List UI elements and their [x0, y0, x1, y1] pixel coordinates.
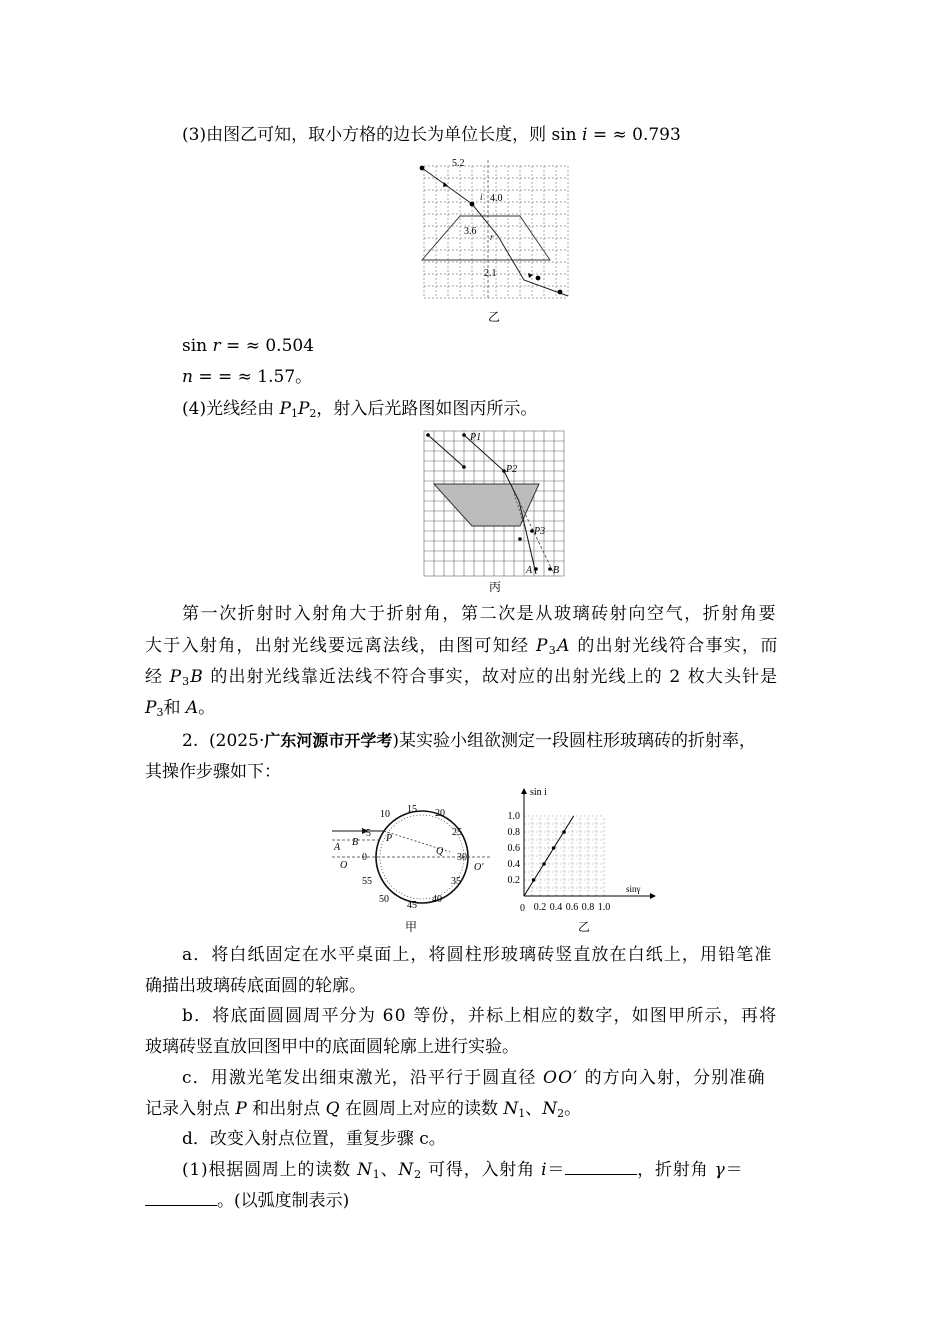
- part3-intro: (3)由图乙可知，取小方格的边长为单位长度，则 sin i = ≈ 0.793: [182, 125, 681, 145]
- explain-line-1: 第一次折射时入射角大于折射角，第二次是从玻璃砖射向空气，折射角要: [182, 604, 778, 624]
- svg-text:2.1: 2.1: [484, 268, 497, 279]
- x-axis-label: sinγ: [626, 884, 641, 894]
- data-point: [542, 862, 546, 866]
- explain-line-4: $P_3$和 A。: [145, 698, 216, 719]
- chart-caption: 乙: [578, 920, 591, 934]
- svg-text:35: 35: [451, 876, 461, 887]
- q2-heading-2: 其操作步骤如下：: [145, 762, 281, 782]
- svg-text:B: B: [553, 565, 560, 576]
- figure-bing: [424, 431, 564, 577]
- origin-label: 0: [520, 903, 525, 914]
- svg-text:5.2: 5.2: [452, 158, 465, 169]
- y-tick-label: 0.8: [507, 827, 520, 838]
- svg-text:4.0: 4.0: [490, 193, 503, 204]
- step-c-2: 记录入射点 P 和出射点 Q 在圆周上对应的读数 $N_1$、$N_2$。: [145, 1099, 582, 1120]
- step-a-2: 确描出玻璃砖底面圆的轮廓。: [145, 976, 366, 996]
- svg-text:30: 30: [457, 852, 467, 863]
- figure-yi-chart: [500, 787, 660, 920]
- y-tick-label: 0.4: [507, 859, 520, 870]
- figure-bing-caption: 丙: [489, 580, 502, 594]
- svg-text:r: r: [490, 232, 494, 242]
- q2-1-line-1: (1)根据圆周上的读数 $N_1$、$N_2$ 可得，入射角 i＝ ，折射角 γ＝: [182, 1160, 744, 1181]
- svg-text:3.6: 3.6: [464, 226, 477, 237]
- svg-text:A: A: [526, 565, 533, 576]
- x-tick-label: 0.8: [581, 902, 595, 913]
- svg-text:P2: P2: [506, 464, 518, 475]
- y-axis-arrow: [521, 788, 527, 794]
- step-d: d．改变入射点位置，重复步骤 c。: [182, 1129, 446, 1149]
- answer-blank-i[interactable]: [565, 1160, 637, 1175]
- svg-text:B: B: [352, 837, 359, 848]
- svg-text:25: 25: [452, 827, 462, 838]
- answer-blank-gamma[interactable]: [145, 1191, 217, 1206]
- svg-text:Q: Q: [436, 846, 444, 857]
- svg-text:40: 40: [432, 894, 442, 905]
- step-b-2: 玻璃砖竖直放回图甲中的底面圆轮廓上进行实验。: [145, 1037, 519, 1057]
- x-tick-label: 0.6: [565, 902, 579, 913]
- data-point: [552, 846, 556, 850]
- svg-text:50: 50: [379, 894, 389, 905]
- svg-text:5: 5: [366, 828, 371, 839]
- y-tick-label: 0.6: [507, 843, 520, 854]
- svg-text:P: P: [386, 833, 393, 844]
- y-axis-label: sin i: [530, 787, 547, 798]
- x-tick-label: 1.0: [597, 902, 611, 913]
- svg-text:10: 10: [380, 809, 390, 820]
- x-axis-arrow: [650, 893, 656, 899]
- figure-jia-caption: 甲: [405, 920, 418, 934]
- svg-text:15: 15: [407, 804, 417, 815]
- svg-text:P1: P1: [470, 432, 482, 443]
- data-point: [532, 878, 536, 882]
- data-point: [562, 830, 566, 834]
- x-tick-label: 0.2: [533, 902, 547, 913]
- q2-heading: 2. (2025·广东河源市开学考)某实验小组欲测定一段圆柱形玻璃砖的折射率，: [182, 731, 757, 751]
- x-tick-label: 0.4: [549, 902, 563, 913]
- explain-line-2: 大于入射角，出射光线要远离法线，由图可知经 $P_3A$ 的出射光线符合事实，而: [145, 636, 779, 657]
- q2-1-line-2: 。(以弧度制表示): [145, 1189, 349, 1213]
- step-c-1: c．用激光笔发出细束激光，沿平行于圆直径 OO′ 的方向入射，分别准确: [182, 1068, 766, 1088]
- svg-text:O': O': [474, 862, 484, 873]
- figure-yi: [420, 160, 572, 310]
- figure-jia: [332, 800, 492, 920]
- svg-text:i: i: [480, 192, 483, 202]
- n-line: n = = ≈ 1.57。: [182, 367, 313, 387]
- explain-line-3: 经 $P_3B$ 的出射光线靠近法线不符合事实，故对应的出射光线上的 2 枚大头针是: [145, 667, 779, 688]
- svg-text:55: 55: [362, 876, 372, 887]
- svg-text:A: A: [334, 842, 341, 853]
- y-tick-label: 1.0: [507, 811, 520, 822]
- figure-yi-caption: 乙: [488, 310, 501, 324]
- step-b-1: b．将底面圆圆周平分为 60 等份，并标上相应的数字，如图甲所示，再将: [182, 1006, 778, 1026]
- svg-text:O: O: [340, 860, 348, 871]
- svg-text:20: 20: [435, 808, 445, 819]
- part4-text: (4)光线经由 $P_1P_2$，射入后光路图如图丙所示。: [182, 399, 538, 420]
- fit-line: [524, 816, 574, 896]
- step-a-1: a．将白纸固定在水平桌面上，将圆柱形玻璃砖竖直放在白纸上，用铅笔准: [182, 945, 773, 965]
- svg-text:45: 45: [407, 900, 417, 911]
- sin-r-line: sin r = ≈ 0.504: [182, 336, 315, 356]
- y-tick-label: 0.2: [507, 875, 520, 886]
- svg-text:0: 0: [362, 852, 367, 863]
- svg-text:P3: P3: [534, 526, 546, 537]
